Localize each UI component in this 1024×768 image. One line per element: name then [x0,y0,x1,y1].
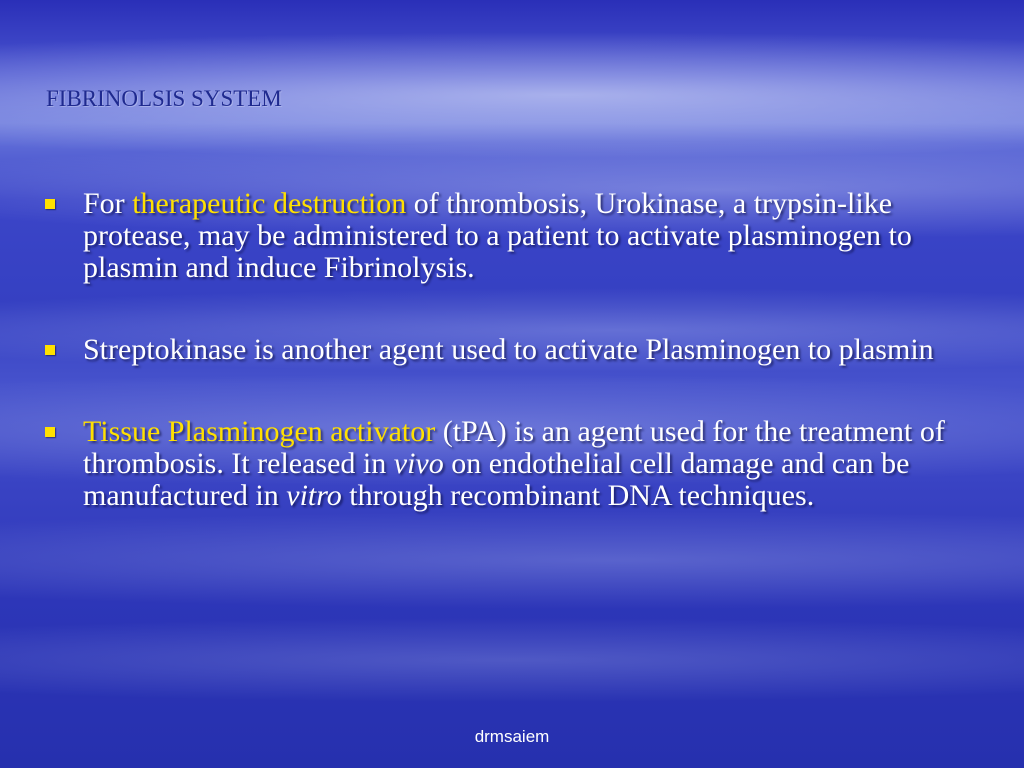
bullet-item [45,416,980,512]
bullet-text-highlight: therapeutic destruction [132,187,407,220]
square-bullet-icon [45,427,55,437]
bullet-item [45,188,980,284]
bullet-text-rest: of thrombosis, Urokinase, a trypsin-like protease, may be administered to a patient to activate plasminogen to plasmin and induce Fibrinolysis. [83,187,912,284]
bullet-text-highlight: Tissue Plasminogen activator [83,415,436,448]
bullet-text-part: on endothelial cell damage and can be manufactured in [83,447,910,512]
square-bullet-icon [45,345,55,355]
bullet-list [45,188,980,512]
bullet-text-italic: vivo [393,447,444,480]
slide-footer: drmsaiem [474,727,550,746]
square-bullet-icon [45,199,55,209]
slide-title: FIBRINOLSIS SYSTEM [46,86,282,111]
bullet-text: Streptokinase is another agent used to activate Plasminogen to plasmin [83,333,934,366]
bullet-item [45,334,980,366]
bullet-text-part: through recombinant DNA techniques. [341,479,815,512]
bullet-text-lead: For [83,187,133,220]
bullet-text-part: (tPA) is an agent used for the treatment of thrombosis. It released in [83,415,945,480]
bullet-text-italic: vitro [286,479,342,512]
